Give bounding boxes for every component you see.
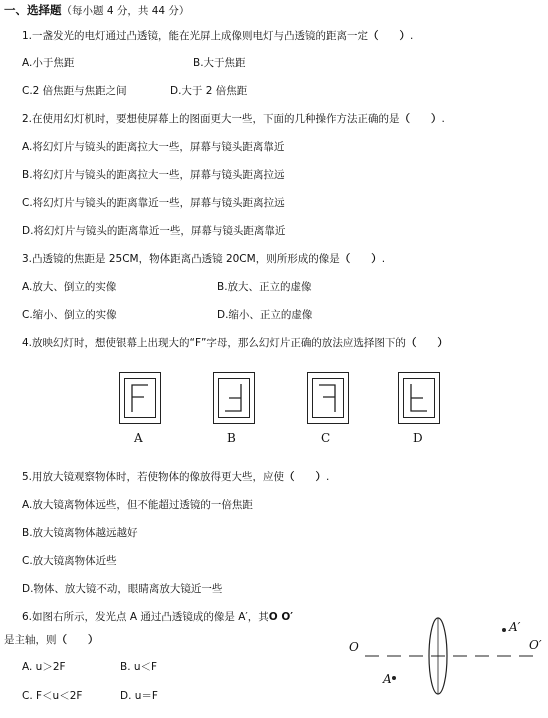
slide-d-label: D: [413, 431, 423, 445]
letter-f-inverted-icon: [399, 373, 439, 423]
slide-a-label: A: [134, 431, 143, 445]
q1-option-b[interactable]: B.大于焦距: [193, 57, 246, 69]
q6-option-d[interactable]: D. u＝F: [120, 690, 158, 702]
question-3-stem: 3.凸透镜的焦距是 25CM，物体距离凸透镜 20CM，则所形成的像是（ ）.: [22, 253, 386, 265]
question-5-stem: 5.用放大镜观察物体时，若使物体的像放得更大些，应使（ ）.: [22, 471, 330, 483]
q2-option-b[interactable]: B.将幻灯片与镜头的距离拉大一些，屏幕与镜头距离拉远: [22, 169, 285, 181]
slide-d[interactable]: [398, 372, 440, 424]
q2-option-a[interactable]: A.将幻灯片与镜头的距离拉大一些，屏幕与镜头距离靠近: [22, 141, 285, 153]
question-6-stem: 6.如图右所示，发光点 A 通过凸透镜成的像是 A′，其O O′: [22, 611, 294, 623]
q6-option-a[interactable]: A. u＞2F: [22, 661, 66, 673]
q5-option-c[interactable]: C.放大镜离物体近些: [22, 555, 117, 567]
axis-label: O O′: [268, 611, 294, 623]
axis-o-label: O: [349, 640, 359, 654]
section-note: （每小题 4 分，共 44 分）: [61, 5, 190, 17]
point-a-dot: [392, 676, 396, 680]
point-a-prime-dot: [502, 628, 506, 632]
q5-option-b[interactable]: B.放大镜离物体越远越好: [22, 527, 138, 539]
letter-f-mirrored-icon: [308, 373, 348, 423]
q3-option-d[interactable]: D.缩小、正立的虚像: [217, 309, 313, 321]
slide-c-label: C: [321, 431, 331, 445]
q6-option-b[interactable]: B. u＜F: [120, 661, 158, 673]
section-title: 一、选择题: [4, 3, 62, 17]
slide-a[interactable]: [119, 372, 161, 424]
q6-option-c[interactable]: C. F＜u＜2F: [22, 690, 83, 702]
question-2-stem: 2.在使用幻灯机时，要想使屏幕上的图面更大一些，下面的几种操作方法正确的是（ ）.: [22, 113, 445, 125]
question-4-stem: 4.放映幻灯时，想使银幕上出现大的“F”字母，那么幻灯片正确的放法应选择图下的（ ）: [22, 337, 448, 349]
q3-option-a[interactable]: A.放大、倒立的实像: [22, 281, 117, 293]
question-1-stem: 1.一盏发光的电灯通过凸透镜，能在光屏上成像则电灯与凸透镜的距离一定（ ）.: [22, 30, 414, 42]
letter-f-rotated-icon: [214, 373, 254, 423]
axis-o-prime-label: O′: [529, 638, 542, 652]
q5-option-a[interactable]: A.放大镜离物体远些，但不能超过透镜的一倍焦距: [22, 499, 253, 511]
section-heading: [4, 3, 189, 18]
q3-option-b[interactable]: B.放大、正立的虚像: [217, 281, 312, 293]
point-a-label: A: [383, 672, 392, 686]
lens-diagram: [345, 612, 545, 712]
question-6-stem-cont: 是主轴，则（ ）: [4, 634, 99, 646]
q1-option-a[interactable]: A.小于焦距: [22, 57, 75, 69]
slide-c[interactable]: [307, 372, 349, 424]
slide-b-label: B: [227, 431, 236, 445]
q1-option-d[interactable]: D.大于 2 倍焦距: [170, 85, 248, 97]
point-a-prime-label: A′: [509, 620, 521, 634]
q5-option-d[interactable]: D.物体、放大镜不动，眼睛离放大镜近一些: [22, 583, 223, 595]
slide-b[interactable]: [213, 372, 255, 424]
letter-f-upright-icon: [120, 373, 160, 423]
q2-option-d[interactable]: D.将幻灯片与镜头的距离靠近一些，屏幕与镜头距离靠近: [22, 225, 286, 237]
q1-option-c[interactable]: C.2 倍焦距与焦距之间: [22, 85, 127, 97]
q2-option-c[interactable]: C.将幻灯片与镜头的距离靠近一些，屏幕与镜头距离拉远: [22, 197, 285, 209]
q3-option-c[interactable]: C.缩小、倒立的实像: [22, 309, 117, 321]
